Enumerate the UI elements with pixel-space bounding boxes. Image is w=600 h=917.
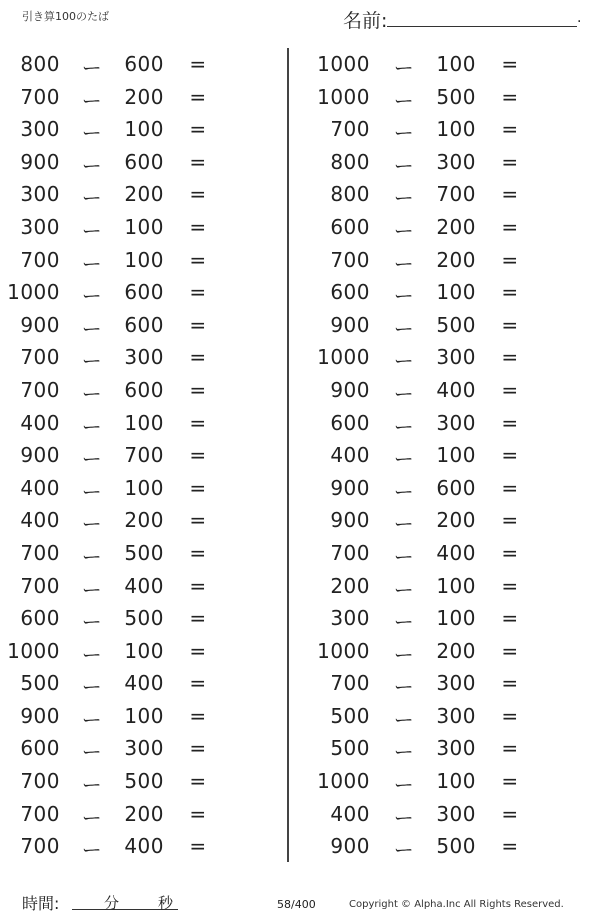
minus-sign: ー xyxy=(393,381,415,406)
equals-sign: = xyxy=(189,117,207,142)
minuend: 600 xyxy=(20,736,60,761)
problem-row xyxy=(292,177,592,210)
minuend: 400 xyxy=(20,410,60,435)
problem-row xyxy=(0,764,285,797)
minus-sign: ー xyxy=(393,773,415,798)
minuend: 600 xyxy=(330,410,370,435)
subtrahend: 100 xyxy=(436,117,476,142)
problem-row xyxy=(292,340,592,373)
equals-sign: = xyxy=(501,345,519,370)
equals-sign: = xyxy=(189,443,207,468)
minus-sign: ー xyxy=(81,381,103,406)
subtrahend: 500 xyxy=(124,769,164,794)
subtrahend: 100 xyxy=(436,280,476,305)
minus-sign: ー xyxy=(81,186,103,211)
minuend: 400 xyxy=(20,508,60,533)
minus-sign: ー xyxy=(393,577,415,602)
problem-row xyxy=(292,699,592,732)
minus-sign: ー xyxy=(81,218,103,243)
minus-sign: ー xyxy=(81,447,103,472)
equals-sign: = xyxy=(501,606,519,631)
name-underline[interactable] xyxy=(387,26,577,27)
subtrahend: 100 xyxy=(124,117,164,142)
equals-sign: = xyxy=(189,801,207,826)
problem-row xyxy=(292,210,592,243)
minuend: 700 xyxy=(20,834,60,859)
minus-sign: ー xyxy=(393,479,415,504)
problem-row xyxy=(292,406,592,439)
minuend: 800 xyxy=(330,182,370,207)
subtrahend: 100 xyxy=(436,606,476,631)
subtrahend: 300 xyxy=(436,703,476,728)
problem-column-right xyxy=(292,47,592,862)
subtrahend: 600 xyxy=(124,280,164,305)
minuend: 900 xyxy=(20,312,60,337)
problem-row xyxy=(292,471,592,504)
problem-row xyxy=(0,438,285,471)
minuend: 400 xyxy=(330,443,370,468)
time-label: 時間: xyxy=(22,894,60,913)
minus-sign: ー xyxy=(393,186,415,211)
minuend: 400 xyxy=(330,801,370,826)
minuend: 900 xyxy=(330,508,370,533)
problem-row xyxy=(0,308,285,341)
equals-sign: = xyxy=(501,671,519,696)
subtrahend: 600 xyxy=(124,377,164,402)
problem-row xyxy=(0,243,285,276)
subtrahend: 300 xyxy=(436,410,476,435)
minus-sign: ー xyxy=(393,349,415,374)
equals-sign: = xyxy=(189,703,207,728)
column-divider xyxy=(287,48,289,862)
problem-row xyxy=(0,406,285,439)
problem-row xyxy=(292,112,592,145)
minus-sign: ー xyxy=(393,447,415,472)
problem-row xyxy=(292,438,592,471)
equals-sign: = xyxy=(501,834,519,859)
subtrahend: 500 xyxy=(124,606,164,631)
problem-row xyxy=(292,308,592,341)
equals-sign: = xyxy=(189,182,207,207)
minuend: 700 xyxy=(330,671,370,696)
minus-sign: ー xyxy=(393,316,415,341)
subtrahend: 600 xyxy=(124,52,164,76)
minus-sign: ー xyxy=(81,512,103,537)
minuend: 1000 xyxy=(7,638,60,663)
seconds-label: 秒 xyxy=(158,894,174,912)
minuend: 900 xyxy=(20,149,60,174)
subtrahend: 200 xyxy=(124,182,164,207)
problem-row xyxy=(0,731,285,764)
equals-sign: = xyxy=(189,769,207,794)
minuend: 1000 xyxy=(317,52,370,76)
minus-sign: ー xyxy=(81,349,103,374)
subtrahend: 700 xyxy=(436,182,476,207)
equals-sign: = xyxy=(501,769,519,794)
minus-sign: ー xyxy=(393,740,415,765)
minus-sign: ー xyxy=(393,838,415,863)
equals-sign: = xyxy=(501,117,519,142)
subtrahend: 300 xyxy=(436,149,476,174)
subtrahend: 500 xyxy=(436,312,476,337)
minus-sign: ー xyxy=(81,838,103,863)
problem-row xyxy=(0,569,285,602)
subtrahend: 500 xyxy=(436,84,476,109)
subtrahend: 300 xyxy=(436,801,476,826)
equals-sign: = xyxy=(189,377,207,402)
problem-column-left xyxy=(0,47,285,862)
equals-sign: = xyxy=(501,214,519,239)
minus-sign: ー xyxy=(81,805,103,830)
page-number: 58/400 xyxy=(277,898,316,911)
equals-sign: = xyxy=(189,247,207,272)
subtrahend: 100 xyxy=(436,769,476,794)
minuend: 1000 xyxy=(317,345,370,370)
minus-sign: ー xyxy=(81,121,103,146)
problem-row xyxy=(0,699,285,732)
minus-sign: ー xyxy=(393,805,415,830)
subtrahend: 400 xyxy=(436,377,476,402)
subtrahend: 200 xyxy=(436,247,476,272)
minuend: 600 xyxy=(330,280,370,305)
minus-sign: ー xyxy=(81,544,103,569)
problem-row xyxy=(0,340,285,373)
minuend: 700 xyxy=(20,247,60,272)
minuend: 1000 xyxy=(317,769,370,794)
equals-sign: = xyxy=(501,149,519,174)
subtrahend: 100 xyxy=(124,247,164,272)
equals-sign: = xyxy=(501,443,519,468)
minus-sign: ー xyxy=(393,414,415,439)
problem-row xyxy=(292,569,592,602)
equals-sign: = xyxy=(501,280,519,305)
minus-sign: ー xyxy=(393,121,415,146)
equals-sign: = xyxy=(501,736,519,761)
minus-sign: ー xyxy=(393,642,415,667)
problem-row xyxy=(292,829,592,862)
problem-row xyxy=(292,666,592,699)
problem-row xyxy=(0,829,285,862)
name-field[interactable] xyxy=(343,6,583,32)
copyright-notice: Copyright © Alpha.Inc All Rights Reserved. xyxy=(349,899,564,910)
minuend: 300 xyxy=(20,214,60,239)
minuend: 500 xyxy=(330,703,370,728)
problem-row xyxy=(292,764,592,797)
equals-sign: = xyxy=(189,508,207,533)
equals-sign: = xyxy=(501,182,519,207)
equals-sign: = xyxy=(501,52,519,76)
subtrahend: 200 xyxy=(436,638,476,663)
minus-sign: ー xyxy=(393,56,415,80)
problem-row xyxy=(0,373,285,406)
equals-sign: = xyxy=(501,801,519,826)
minuend: 200 xyxy=(330,573,370,598)
minuend: 1000 xyxy=(317,638,370,663)
minus-sign: ー xyxy=(81,740,103,765)
minuend: 700 xyxy=(20,377,60,402)
problem-row xyxy=(292,503,592,536)
minus-sign: ー xyxy=(393,88,415,113)
equals-sign: = xyxy=(189,638,207,663)
name-period: . xyxy=(577,10,582,26)
minus-sign: ー xyxy=(393,544,415,569)
subtrahend: 400 xyxy=(124,834,164,859)
minus-sign: ー xyxy=(393,610,415,635)
equals-sign: = xyxy=(501,84,519,109)
equals-sign: = xyxy=(189,410,207,435)
equals-sign: = xyxy=(189,606,207,631)
subtrahend: 200 xyxy=(436,214,476,239)
problem-row xyxy=(0,471,285,504)
equals-sign: = xyxy=(189,312,207,337)
equals-sign: = xyxy=(501,638,519,663)
minus-sign: ー xyxy=(393,251,415,276)
minus-sign: ー xyxy=(81,414,103,439)
subtrahend: 200 xyxy=(436,508,476,533)
problem-row xyxy=(0,536,285,569)
subtrahend: 100 xyxy=(436,443,476,468)
minuend: 700 xyxy=(20,573,60,598)
minuend: 800 xyxy=(20,52,60,76)
subtrahend: 300 xyxy=(436,671,476,696)
problem-row xyxy=(292,797,592,830)
minuend: 300 xyxy=(330,606,370,631)
problem-row xyxy=(292,601,592,634)
problem-row xyxy=(292,634,592,667)
equals-sign: = xyxy=(189,736,207,761)
minus-sign: ー xyxy=(81,316,103,341)
minus-sign: ー xyxy=(81,610,103,635)
minuend: 600 xyxy=(20,606,60,631)
minuend: 900 xyxy=(20,443,60,468)
minuend: 700 xyxy=(20,769,60,794)
minuend: 300 xyxy=(20,117,60,142)
subtrahend: 600 xyxy=(124,312,164,337)
minuend: 700 xyxy=(330,117,370,142)
minuend: 500 xyxy=(20,671,60,696)
minus-sign: ー xyxy=(393,284,415,309)
equals-sign: = xyxy=(189,671,207,696)
worksheet-title: 引き算100のたば xyxy=(22,10,109,23)
minus-sign: ー xyxy=(81,773,103,798)
problem-row xyxy=(0,797,285,830)
equals-sign: = xyxy=(501,410,519,435)
equals-sign: = xyxy=(501,540,519,565)
equals-sign: = xyxy=(189,84,207,109)
minuend: 600 xyxy=(330,214,370,239)
subtrahend: 400 xyxy=(436,540,476,565)
minuend: 900 xyxy=(20,703,60,728)
subtrahend: 200 xyxy=(124,801,164,826)
equals-sign: = xyxy=(501,312,519,337)
equals-sign: = xyxy=(501,508,519,533)
subtrahend: 100 xyxy=(124,410,164,435)
equals-sign: = xyxy=(189,540,207,565)
minus-sign: ー xyxy=(81,642,103,667)
problem-row xyxy=(0,666,285,699)
name-label: 名前: xyxy=(343,10,388,32)
subtrahend: 400 xyxy=(124,573,164,598)
equals-sign: = xyxy=(189,149,207,174)
subtrahend: 600 xyxy=(436,475,476,500)
minuend: 700 xyxy=(20,84,60,109)
minuend: 700 xyxy=(20,540,60,565)
minuend: 400 xyxy=(20,475,60,500)
minus-sign: ー xyxy=(81,88,103,113)
problem-row xyxy=(0,145,285,178)
subtrahend: 400 xyxy=(124,671,164,696)
subtrahend: 300 xyxy=(436,345,476,370)
minuend: 500 xyxy=(330,736,370,761)
minus-sign: ー xyxy=(393,153,415,178)
subtrahend: 500 xyxy=(124,540,164,565)
subtrahend: 100 xyxy=(124,475,164,500)
problem-row xyxy=(292,536,592,569)
minuend: 1000 xyxy=(317,84,370,109)
minuend: 700 xyxy=(330,247,370,272)
minuend: 300 xyxy=(20,182,60,207)
minus-sign: ー xyxy=(81,284,103,309)
subtrahend: 100 xyxy=(124,214,164,239)
subtrahend: 200 xyxy=(124,84,164,109)
minuend: 800 xyxy=(330,149,370,174)
minus-sign: ー xyxy=(81,675,103,700)
problem-row xyxy=(0,210,285,243)
equals-sign: = xyxy=(501,703,519,728)
problem-row xyxy=(292,243,592,276)
minus-sign: ー xyxy=(393,707,415,732)
equals-sign: = xyxy=(189,475,207,500)
minus-sign: ー xyxy=(81,479,103,504)
problem-row xyxy=(0,601,285,634)
minuend: 700 xyxy=(330,540,370,565)
subtrahend: 600 xyxy=(124,149,164,174)
problem-row xyxy=(292,275,592,308)
problem-row xyxy=(0,47,285,80)
equals-sign: = xyxy=(501,475,519,500)
problem-row xyxy=(0,634,285,667)
minuend: 700 xyxy=(20,345,60,370)
minuend: 900 xyxy=(330,834,370,859)
subtrahend: 100 xyxy=(124,638,164,663)
subtrahend: 300 xyxy=(124,345,164,370)
minuend: 900 xyxy=(330,312,370,337)
subtrahend: 300 xyxy=(124,736,164,761)
equals-sign: = xyxy=(189,573,207,598)
subtrahend: 500 xyxy=(436,834,476,859)
equals-sign: = xyxy=(501,247,519,272)
minus-sign: ー xyxy=(81,56,103,80)
subtrahend: 700 xyxy=(124,443,164,468)
minutes-label: 分 xyxy=(104,894,120,912)
minus-sign: ー xyxy=(81,251,103,276)
problem-row xyxy=(292,373,592,406)
minuend: 1000 xyxy=(7,280,60,305)
problem-row xyxy=(292,145,592,178)
subtrahend: 300 xyxy=(436,736,476,761)
equals-sign: = xyxy=(189,345,207,370)
problem-row xyxy=(292,80,592,113)
minuend: 900 xyxy=(330,475,370,500)
equals-sign: = xyxy=(189,280,207,305)
problem-row xyxy=(0,503,285,536)
problem-row xyxy=(0,275,285,308)
subtrahend: 200 xyxy=(124,508,164,533)
minus-sign: ー xyxy=(81,153,103,178)
problem-row xyxy=(0,177,285,210)
equals-sign: = xyxy=(501,573,519,598)
minus-sign: ー xyxy=(393,218,415,243)
minuend: 900 xyxy=(330,377,370,402)
minus-sign: ー xyxy=(81,577,103,602)
subtrahend: 100 xyxy=(436,52,476,76)
problem-row xyxy=(292,47,592,80)
minus-sign: ー xyxy=(393,512,415,537)
equals-sign: = xyxy=(189,214,207,239)
problem-row xyxy=(0,80,285,113)
minuend: 700 xyxy=(20,801,60,826)
equals-sign: = xyxy=(189,52,207,76)
equals-sign: = xyxy=(189,834,207,859)
subtrahend: 100 xyxy=(124,703,164,728)
problem-row xyxy=(0,112,285,145)
equals-sign: = xyxy=(501,377,519,402)
problem-row xyxy=(292,731,592,764)
minus-sign: ー xyxy=(393,675,415,700)
minus-sign: ー xyxy=(81,707,103,732)
subtrahend: 100 xyxy=(436,573,476,598)
